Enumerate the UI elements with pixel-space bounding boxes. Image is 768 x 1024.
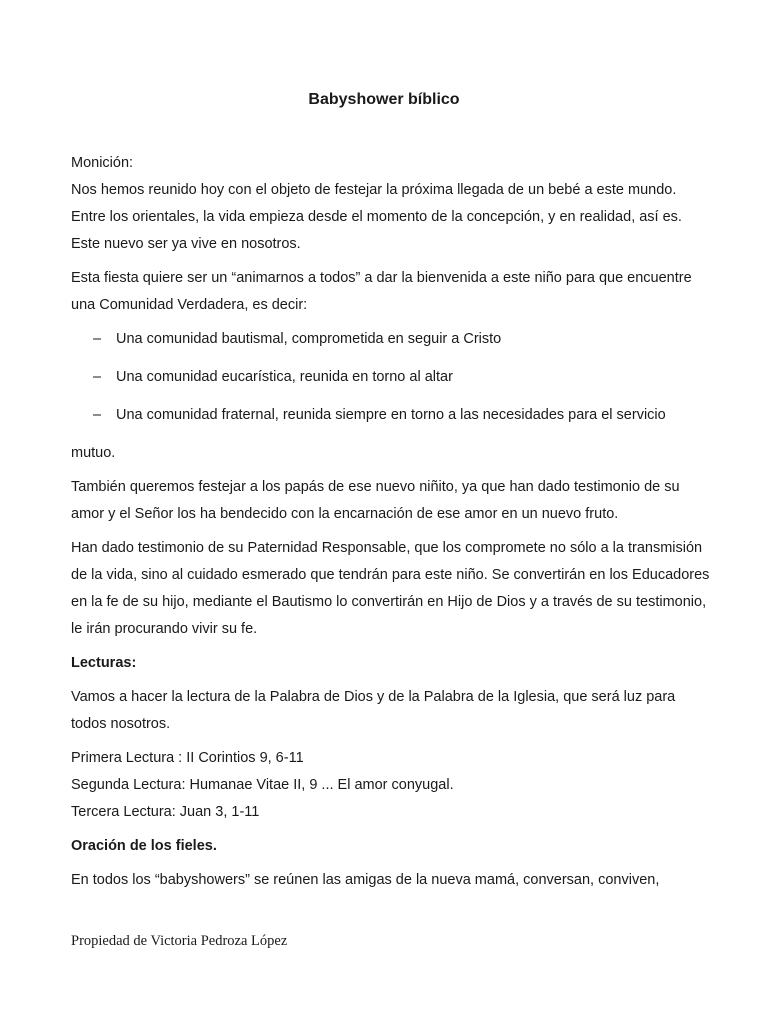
list-item-text: Una comunidad eucarística, reunida en torno al altar <box>116 369 453 385</box>
reading-second: Segunda Lectura: Humanae Vitae II, 9 ... El amor conyugal. <box>71 777 454 793</box>
dash-bullet: – <box>93 369 102 385</box>
list-item <box>71 364 711 391</box>
list-item-text: Una comunidad fraternal, reunida siempre en torno a las necesidades para el servicio <box>116 407 666 423</box>
paragraph-fiesta: Esta fiesta quiere ser un “animarnos a todos” a dar la bienvenida a este niño para que encuentre una Comunidad Verdadera, es decir: <box>71 270 692 313</box>
paragraph-paternidad: Han dado testimonio de su Paternidad Responsable, que los compromete no sólo a la transmisión de la vida, sino al cuidado esmerado que tendrán para este niño. Se convertirán en los Educadores en la fe de su hijo, mediante el Bautismo lo convertirán en Hijo de Dios y a través de su testimonio, le irán procurando vivir su fe. <box>71 540 710 637</box>
lecturas-heading: Lecturas: <box>71 655 137 671</box>
list-item-text: Una comunidad bautismal, comprometida en seguir a Cristo <box>116 331 502 347</box>
list-item <box>71 402 711 429</box>
reading-first: Primera Lectura : II Corintios 9, 6-11 <box>71 750 304 766</box>
document-title: Babyshower bíblico <box>308 91 460 108</box>
oracion-text: En todos los “babyshowers” se reúnen las amigas de la nueva mamá, conversan, conviven, <box>71 872 660 888</box>
dash-bullet: – <box>93 407 102 423</box>
document-body <box>71 150 711 901</box>
lecturas-intro: Vamos a hacer la lectura de la Palabra de Dios y de la Palabra de la Iglesia, que será luz para todos nosotros. <box>71 689 676 732</box>
paragraph-intro: Nos hemos reunido hoy con el objeto de festejar la próxima llegada de un bebé a este mundo. Entre los orientales, la vida empieza desde el momento de la concepción, y en realidad, así es. Este nuevo ser ya vive en nosotros. <box>71 182 682 252</box>
paragraph-papas: También queremos festejar a los papás de ese nuevo niñito, ya que han dado testimonio de su amor y el Señor los ha bendecido con la encarnación de ese amor en un nuevo fruto. <box>71 479 680 522</box>
list-item <box>71 326 711 353</box>
monicion-label: Monición: <box>71 155 134 171</box>
page-footer: Propiedad de Victoria Pedroza López <box>71 933 288 949</box>
reading-third: Tercera Lectura: Juan 3, 1-11 <box>71 804 260 820</box>
oracion-heading: Oración de los fieles. <box>71 838 217 854</box>
community-list <box>71 326 711 429</box>
list-continuation: mutuo. <box>71 445 116 461</box>
dash-bullet: – <box>93 331 102 347</box>
